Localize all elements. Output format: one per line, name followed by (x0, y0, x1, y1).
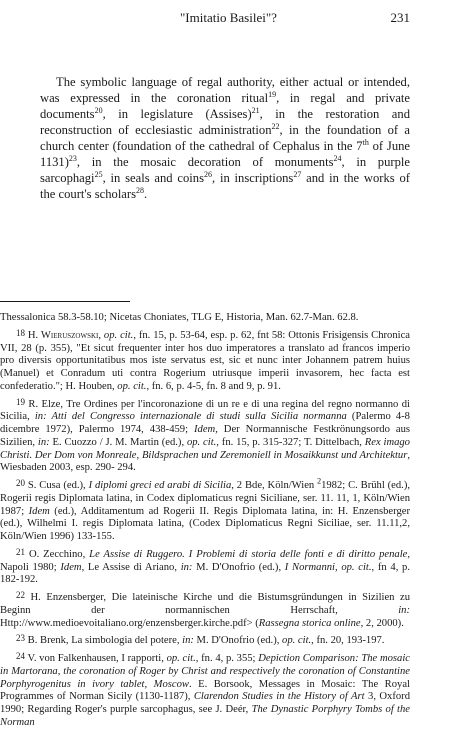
footnote-ref[interactable]: 26 (203, 169, 212, 179)
footnote-ref[interactable]: 27 (293, 169, 302, 179)
footnote-ref[interactable]: 19 (268, 89, 277, 99)
footnote-18: 18 H. Wieruszowski, op. cit., fn. 15, p. 53-64, esp. p. 62, fnt 58: Ottonis Frisigensis Chronica VII, 28 (p. 355), "Et sicut frequenter inter hos duo imperatores a translato ad francos imperio pro diversis opportunitatibus mos iste servatus est, sic et nunc inter Johannem patrem huius (Manuel) et Conradum uti contra Rogerium utriusque imperii invasorem, hec facta est confederatio."; H. Houben, op. cit., fn. 6, p. 4-5, fn. 8 and 9, p. 91. (0, 327, 410, 392)
footnote-23: 23 B. Brenk, La simbologia del potere, in: M. D'Onofrio (ed.), op. cit., fn. 20, 193-197. (16, 633, 385, 647)
footnote-ref[interactable]: 21 (251, 105, 260, 115)
footnote-ref[interactable]: 20 (94, 105, 103, 115)
footnote-link[interactable]: Http://www.medioevoitaliano.org/enzensberger.kirche.pdf> ( (0, 617, 259, 629)
footnote-21: 21 O. Zecchino, Le Assise di Ruggero. I Problemi di storia delle fonti e di diritto penale, Napoli 1980; Idem, Le Assise di Ariano, in: M. D'Onofrio (ed.), I Normanni, op. cit., fn 4, p. 182-192. (0, 546, 410, 586)
footnote-number: 21 (16, 546, 25, 557)
footnote-continuation: Thessalonica 58.3-58.10; Nicetas Choniates, TLG E, Historia, Man. 62.7-Man. 62.8. (0, 312, 359, 323)
footnote-number: 22 (16, 590, 25, 600)
footnote-22: 22 H. Enzensberger, Die lateinische Kirche und die Bistumsgründungen in Sizilien zu Beginn der normannischen Herrschaft, in: Http://www.medioevoitaliano.org/enzensberger.kirche.pdf> (Rassegna storica online, 2, 2000). (0, 590, 410, 629)
footnote-20: 20 S. Cusa (ed.), I diplomi greci ed arabi di Sicilia, 2 Bde, Köln/Wien $^2$1982; C. Brühl (ed.), Rogerii regis Diplomata latina, in Codex diplomaticus regni Siciliane, ser. 11. 11, 1, Köln/Wien 1987; Idem (ed.), Additamentum ad Rogerii II. Regis Diplomata latina, in: H. Enzensberger (ed.), Wilhelmi I. regis Diplomata latina, (Codex Diplomaticus Regni Siciliae, ser. 11.11,2, Köln/Wien 1996) 133-155. (0, 476, 411, 542)
footnote-ref[interactable]: 24 (333, 153, 342, 163)
footnotes (0, 312, 410, 732)
footnote-number: 19 (16, 396, 25, 407)
running-title: "Imitatio Basilei"? (180, 10, 277, 25)
footnote-24: 24 V. von Falkenhausen, I rapporti, op. cit., fn. 4, p. 355; Depiction Comparison: The mosaic in Martorana, the coronation of Roger by Christ and respectively the coronation of Constantine Porphyrogenitus in ivory tablet, Moscow. E. Borsook, Messages in Mosaic: The Royal Programmes of Norman Sicily (1130-1187), Clarendon Studies in the History of Art 3, Oxford 1990; Regarding Roger's purple sarcophagus, see J. Deér, The Dynastic Porphyry Tombs of the Norman (0, 651, 411, 728)
footnote-19: 19 R. Elze, Tre Ordines per l'incoronazione di un re e di una regina del regno normanno di Sicilia, in: Atti del Congresso internazionale di studi sulla Sicilia normanna (Palermo 4-8 dicembre 1972), Palermo 1974, 438-459; Idem, Der Normannische Festkrönungsordo aus Sizilien, in: E. Cuozzo / J. M. Martin (ed.), op. cit., fn. 15, p. 315-327; T. Dittelbach, Rex imago Christi. Der Dom von Monreale, Bildsprachen und Zeremoniell in Mosaikkunst und Architektur, Wiesbaden 2003, esp. 290- 294. (0, 396, 410, 474)
footnote-ref[interactable]: 23 (68, 153, 77, 163)
footnote-number: 24 (16, 651, 25, 661)
footnote-ref[interactable]: 25 (94, 169, 103, 179)
footnote-divider (0, 301, 130, 302)
footnote-ref[interactable]: 28 (136, 185, 144, 195)
page-number: 231 (390, 10, 410, 25)
footnote-number: 20 (16, 478, 25, 488)
footnote-ref[interactable]: 22 (271, 121, 280, 131)
footnote-number: 18 (16, 327, 25, 338)
body-paragraph: The symbolic language of regal authority, either actual or intended, was expressed in the coronation ritual$^{19}$, in regal and private documents$^{20}$, in legislature (Assises)$^{21}$, in the restoration and reconstruction of ecclesiastic administration$^{22}$, in the foundation of a church center (foundation of the cathedral of Cephalus in the 7th of June 1131)$^{23}$, in the mosaic decoration of monuments$^{24}$, in purple sarcophagi$^{25}$, in seals and coins$^{26}$, in inscriptions$^{27}$ and in the works of the court's scholars$^{28}$. (40, 75, 411, 201)
page-header (40, 10, 410, 28)
footnote-number: 23 (16, 633, 25, 644)
